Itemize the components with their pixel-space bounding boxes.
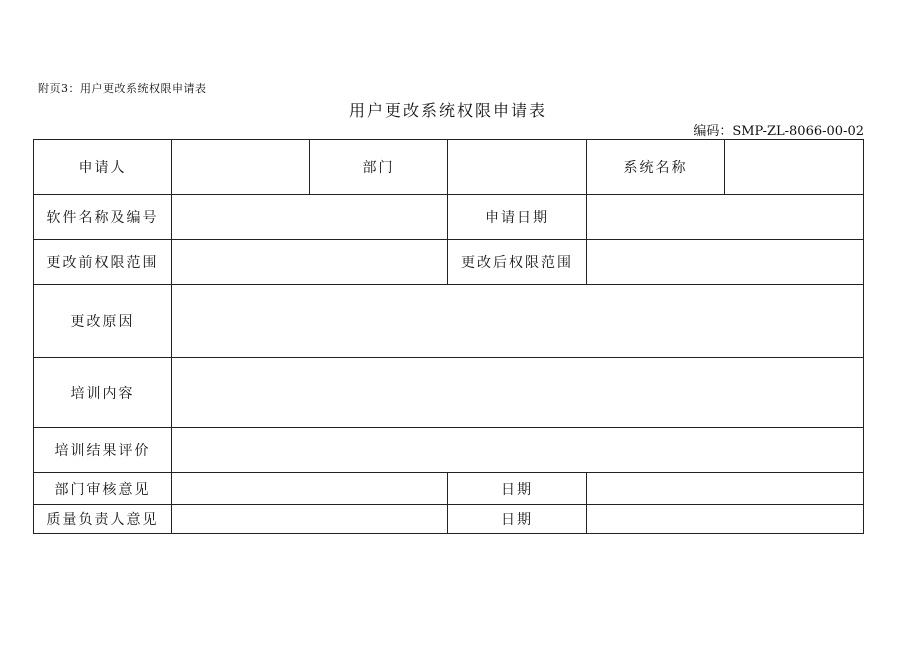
form-row-training-eval — [34, 428, 864, 473]
training-eval-field[interactable] — [172, 428, 864, 473]
after-scope-label: 更改后权限范围 — [448, 240, 587, 285]
training-eval-label: 培训结果评价 — [34, 428, 172, 473]
quality-date-label: 日期 — [448, 505, 587, 534]
dept-date-field[interactable] — [587, 473, 864, 505]
before-scope-label: 更改前权限范围 — [34, 240, 172, 285]
software-label: 软件名称及编号 — [34, 195, 172, 240]
training-content-label: 培训内容 — [34, 358, 172, 428]
department-label: 部门 — [310, 140, 448, 195]
software-field[interactable] — [172, 195, 448, 240]
form-row-applicant — [34, 140, 864, 195]
annex-note: 附页3：用户更改系统权限申请表 — [38, 82, 207, 95]
apply-date-field[interactable] — [587, 195, 864, 240]
dept-review-label: 部门审核意见 — [34, 473, 172, 505]
form-row-software — [34, 195, 864, 240]
form-row-scope — [34, 240, 864, 285]
applicant-field[interactable] — [172, 140, 310, 195]
reason-label: 更改原因 — [34, 285, 172, 358]
quality-label: 质量负责人意见 — [34, 505, 172, 534]
system-name-field[interactable] — [725, 140, 864, 195]
dept-date-label: 日期 — [448, 473, 587, 505]
quality-date-field[interactable] — [587, 505, 864, 534]
before-scope-field[interactable] — [172, 240, 448, 285]
quality-field[interactable] — [172, 505, 448, 534]
applicant-label: 申请人 — [34, 140, 172, 195]
form-row-reason — [34, 285, 864, 358]
reason-field[interactable] — [172, 285, 864, 358]
after-scope-field[interactable] — [587, 240, 864, 285]
department-field[interactable] — [448, 140, 587, 195]
form-row-quality — [34, 505, 864, 534]
form-code: 编码：SMP-ZL-8066-00-02 — [693, 124, 864, 139]
form-title: 用户更改系统权限申请表 — [348, 101, 547, 120]
form-row-training-content — [34, 358, 864, 428]
form-row-dept-review — [34, 473, 864, 505]
dept-review-field[interactable] — [172, 473, 448, 505]
apply-date-label: 申请日期 — [448, 195, 587, 240]
permission-change-form — [33, 139, 864, 534]
training-content-field[interactable] — [172, 358, 864, 428]
system-name-label: 系统名称 — [587, 140, 725, 195]
